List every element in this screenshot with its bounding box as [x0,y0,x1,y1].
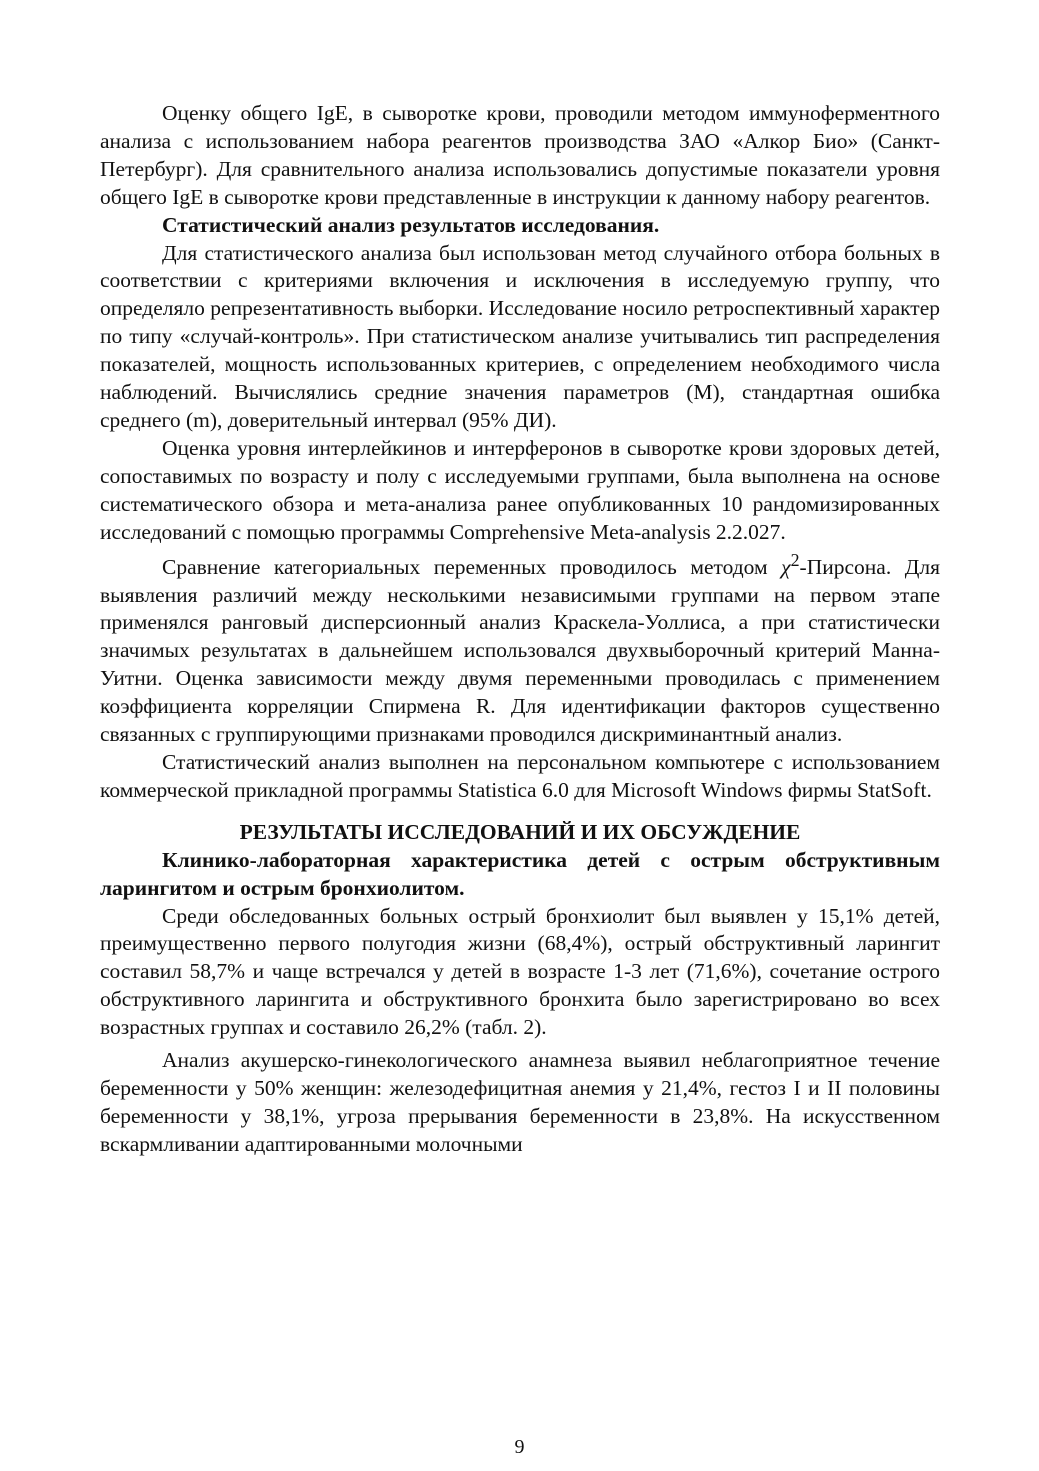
spacer [100,805,940,819]
chi-superscript: 2 [790,549,800,570]
paragraph-interleukins: Оценка уровня интерлейкинов и интерферонов в сыворотке крови здоровых детей, сопоставимых по возрасту и полу с исследуемыми группами, была выполнена на основе систематического обзора и мета-анализа ранее опубликованных 10 рандомизированных исследований с помощью программы Comprehensive Meta-analysis 2.2.027. [100,435,940,544]
comparison-text-start: Сравнение категориальных переменных проводилось методом [162,554,782,579]
paragraph-software: Статистический анализ выполнен на персональном компьютере с использованием коммерческой прикладной программы Statistica 6.0 для Microsoft Windows фирмы StatSoft. [100,750,940,802]
paragraph-ige: Оценку общего IgE, в сыворотке крови, проводили методом иммуноферментного анализа с использованием набора реагентов производства ЗАО «Алкор Био» (Санкт-Петербург). Для сравнительного анализа использовались допустимые показатели уровня общего IgE в сыворотке крови представленные в инструкции к данному набору реагентов. [100,101,940,209]
paragraph-anamnesis: Анализ акушерско-гинекологического анамнеза выявил неблагоприятное течение беременности у 50% женщин: железодефицитная анемия у 21,4%, гестоз I и II половины беременности у 38,1%, угроза прерывания беременности в 23,8%. На искусственном вскармливании адаптированными молочными [100,1048,940,1156]
chi-symbol: χ [781,554,791,579]
document-page [100,100,940,1159]
paragraph-bronchiolitis: Среди обследованных больных острый бронхиолит был выявлен у 15,1% детей, преимущественно первого полугодия жизни (68,4%), острый обструктивный ларингит составил 58,7% и чаще встречался у детей в возрасте 1-3 лет (71,6%), сочетание острого обструктивного ларингита и обструктивного бронхита было зарегистрировано во всех возрастных группах и составило 26,2% (табл. 2). [100,903,940,1040]
page-number: 9 [514,1436,525,1458]
paragraph-comparison [100,547,940,750]
heading-clinical: Клинико-лабораторная характеристика детей с острым обструктивным ларингитом и острым бронхиолитом. [100,847,940,900]
comparison-text-end: -Пирсона. Для выявления различий между несколькими независимыми группами на первом этапе применялся ранговый дисперсионный анализ Краскела-Уоллиса, а при статистически значимых результатах в дальнейшем использовался двухвыборочный критерий Манна-Уитни. Оценка зависимости между двумя переменными проводилась с применением коэффициента корреляции Спирмена R. Для идентификации факторов существенно связанных с группирующими признаками проводился дискриминантный анализ. [100,554,940,747]
section-title-results: РЕЗУЛЬТАТЫ ИССЛЕДОВАНИЙ И ИХ ОБСУЖДЕНИЕ [239,819,801,844]
paragraph-statistics-method: Для статистического анализа был использован метод случайного отбора больных в соответствии с критериями включения и исключения в исследуемую группу, что определяло репрезентативность выборки. Исследование носило ретроспективный характер по типу «случай-контроль». При статистическом анализе учитывались тип распределения показателей, мощность использованных критериев, с определением необходимого числа наблюдений. Вычислялись средние значения параметров (М), стандартная ошибка среднего (m), доверительный интервал (95% ДИ). [100,240,940,432]
heading-statistics: Статистический анализ результатов исследования. [162,212,660,237]
